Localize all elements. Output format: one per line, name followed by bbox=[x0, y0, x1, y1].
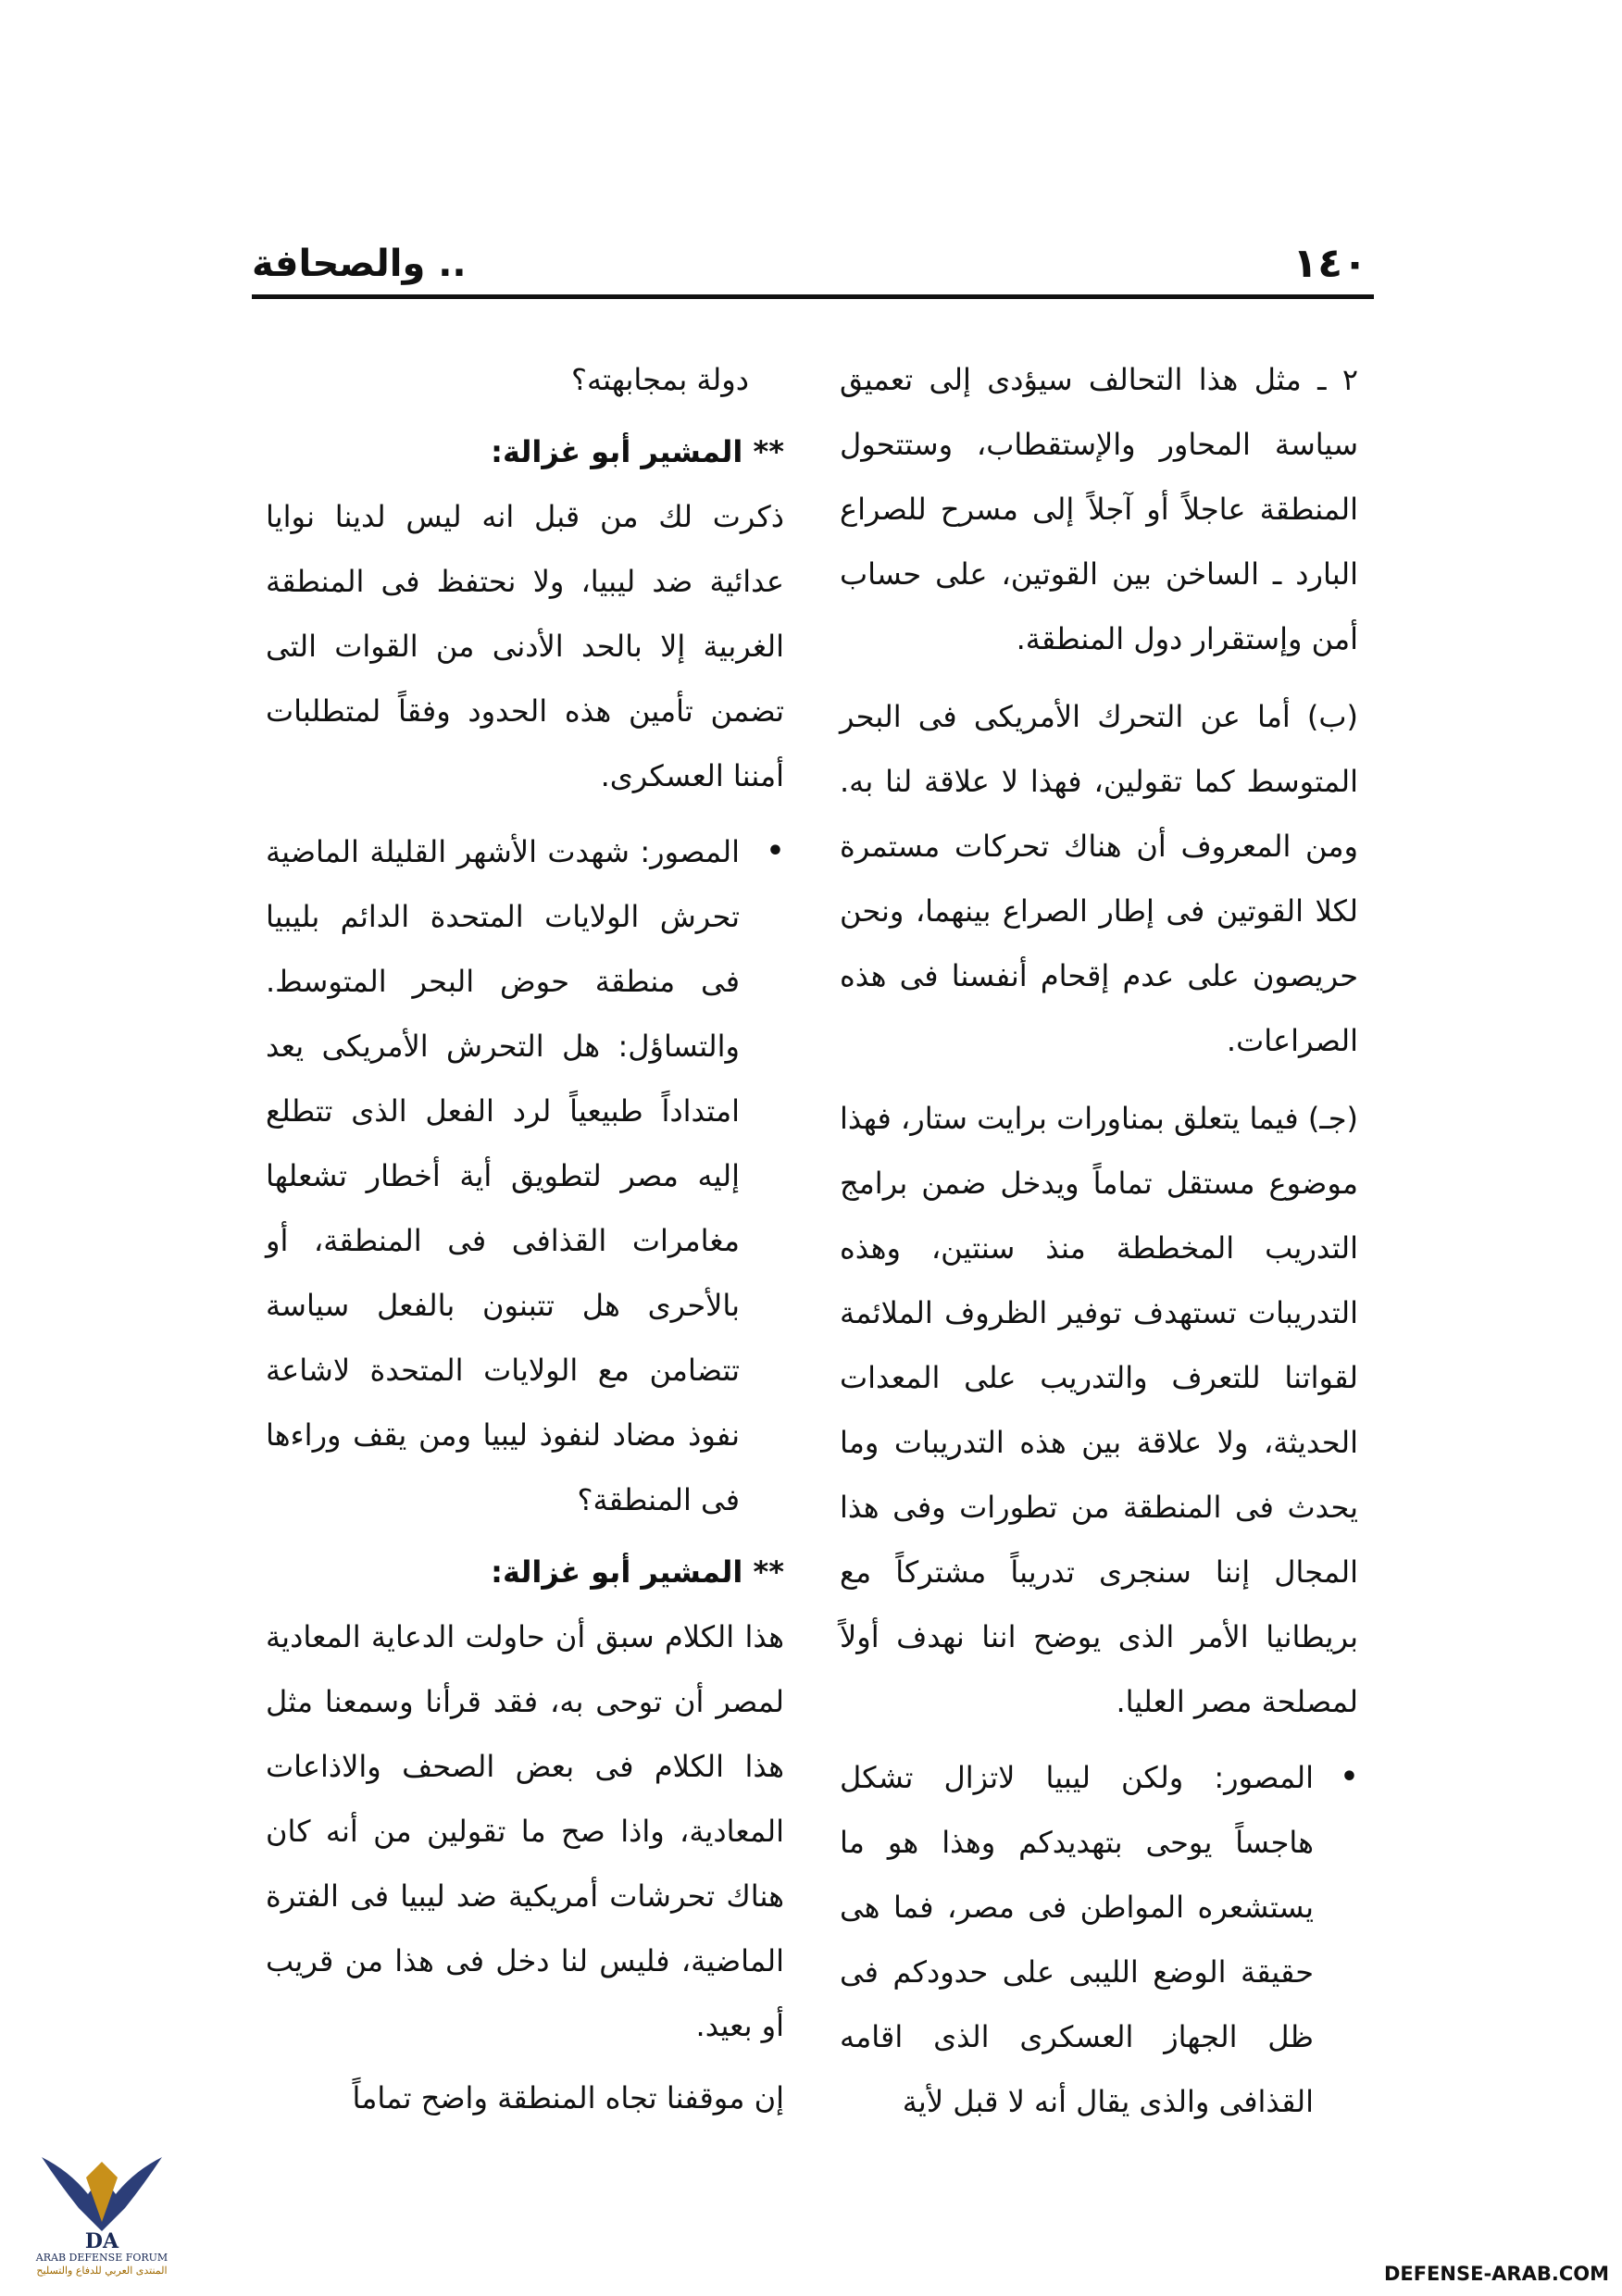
question-text: المصور: ولكن ليبيا لاتزال تشكل هاجساً يوحى بتهديدكم وهذا هو ما يستشعره المواطن فى مصر، فما هى حقيقة الوضع الليبى على حدودكم فى ظل الجهاز العسكرى الذى اقامه القذافى والذى يقال أنه لا قبل لأية bbox=[840, 1760, 1314, 2119]
right-column bbox=[840, 347, 1358, 2141]
logo-name: ARAB DEFENSE FORUM bbox=[35, 2252, 168, 2264]
logo-letters: DA bbox=[84, 2229, 119, 2253]
question-text: المصور: شهدت الأشهر القليلة الماضية تحرش الولايات المتحدة الدائم بليبيا فى منطقة حوض البحر المتوسط. والتساؤل: هل التحرش الأمريكى يعد امتداداً طبيعياً لرد الفعل الذى تتطلع إليه مصر لتطويق أية أخطار تشعلها مغامرات القذافى فى المنطقة، أو بالأحرى هل تتبنون بالفعل سياسة تتضامن مع الولايات المتحدة لاشاعة نفوذ مضاد لنفوذ ليبيا ومن يقف وراءها فى المنطقة؟ bbox=[266, 834, 740, 1517]
paragraph: ٢ ـ مثل هذا التحالف سيؤدى إلى تعميق سياسة المحاور والإستقطاب، وستتحول المنطقة عاجلاً أو آجلاً إلى مسرح للصراع البارد ـ الساخن بين القوتين، على حساب أمن وإستقرار دول المنطقة. bbox=[840, 362, 1358, 656]
logo-caption bbox=[19, 2252, 185, 2277]
interviewer-question bbox=[266, 819, 784, 1532]
paragraph: ذكرت لك من قبل انه ليس لدينا نوايا عدائية ضد ليبيا، ولا نحتفظ فى المنطقة الغربية إلا بالحد الأدنى من القوات التى تضمن تأمين هذه الحدود وفقاً لمتطلبات أمننا العسكرى. bbox=[266, 499, 784, 793]
paragraph: دولة بمجابهته؟ bbox=[570, 362, 749, 397]
paragraph: (ب) أما عن التحرك الأمريكى فى البحر المتوسط كما تقولين، فهذا لا علاقة لنا به. ومن المعروف أن هناك تحركات مستمرة لكلا القوتين فى إطار الصراع بينهما، ونحن حريصون على عدم إقحام أنفسنا فى هذه الصراعات. bbox=[840, 699, 1358, 1058]
left-column bbox=[266, 347, 784, 2138]
speaker-label: ** المشير أبو غزالة: bbox=[491, 434, 784, 469]
paragraph: هذا الكلام سبق أن حاولت الدعاية المعادية لمصر أن توحى به، فقد قرأنا وسمعنا مثل هذا الكلام فى بعض الصحف والاذاعات المعادية، واذا صح ما تقولين من أنه كان هناك تحرشات أمريكية ضد ليبيا فى الفترة الماضية، فليس لنا دخل فى هذا من قريب أو بعيد. bbox=[266, 1619, 784, 2043]
bullet-icon: • bbox=[1340, 1761, 1358, 1793]
paragraph: (جـ) فيما يتعلق بمناورات برايت ستار، فهذا موضوع مستقل تماماً ويدخل ضمن برامج التدريب المخططة منذ سنتين، وهذه التدريبات تستهدف توفير الظروف الملائمة لقواتنا للتعرف والتدريب على المعدات الحديثة، ولا علاقة بين هذه التدريبات وما يحدث فى المنطقة من تطورات وفى هذا المجال إننا سنجرى تدريباً مشتركاً مع بريطانيا الأمر الذى يوضح اننا نهدف أولاً لمصلحة مصر العليا. bbox=[840, 1101, 1358, 1719]
page-number: ١٤٠ bbox=[1292, 240, 1367, 287]
interviewer-question bbox=[840, 1745, 1358, 2134]
running-title: .. والصحافة bbox=[252, 243, 467, 285]
bullet-icon: • bbox=[766, 835, 784, 867]
site-url-watermark: DEFENSE-ARAB.COM bbox=[1383, 2263, 1609, 2285]
page-header bbox=[252, 236, 1367, 301]
header-rule bbox=[252, 294, 1374, 299]
logo-arabic: المنتدى العربي للدفاع والتسليح bbox=[36, 2265, 168, 2277]
speaker-label: ** المشير أبو غزالة: bbox=[491, 1554, 784, 1590]
paragraph: إن موقفنا تجاه المنطقة واضح تماماً bbox=[352, 2080, 784, 2115]
